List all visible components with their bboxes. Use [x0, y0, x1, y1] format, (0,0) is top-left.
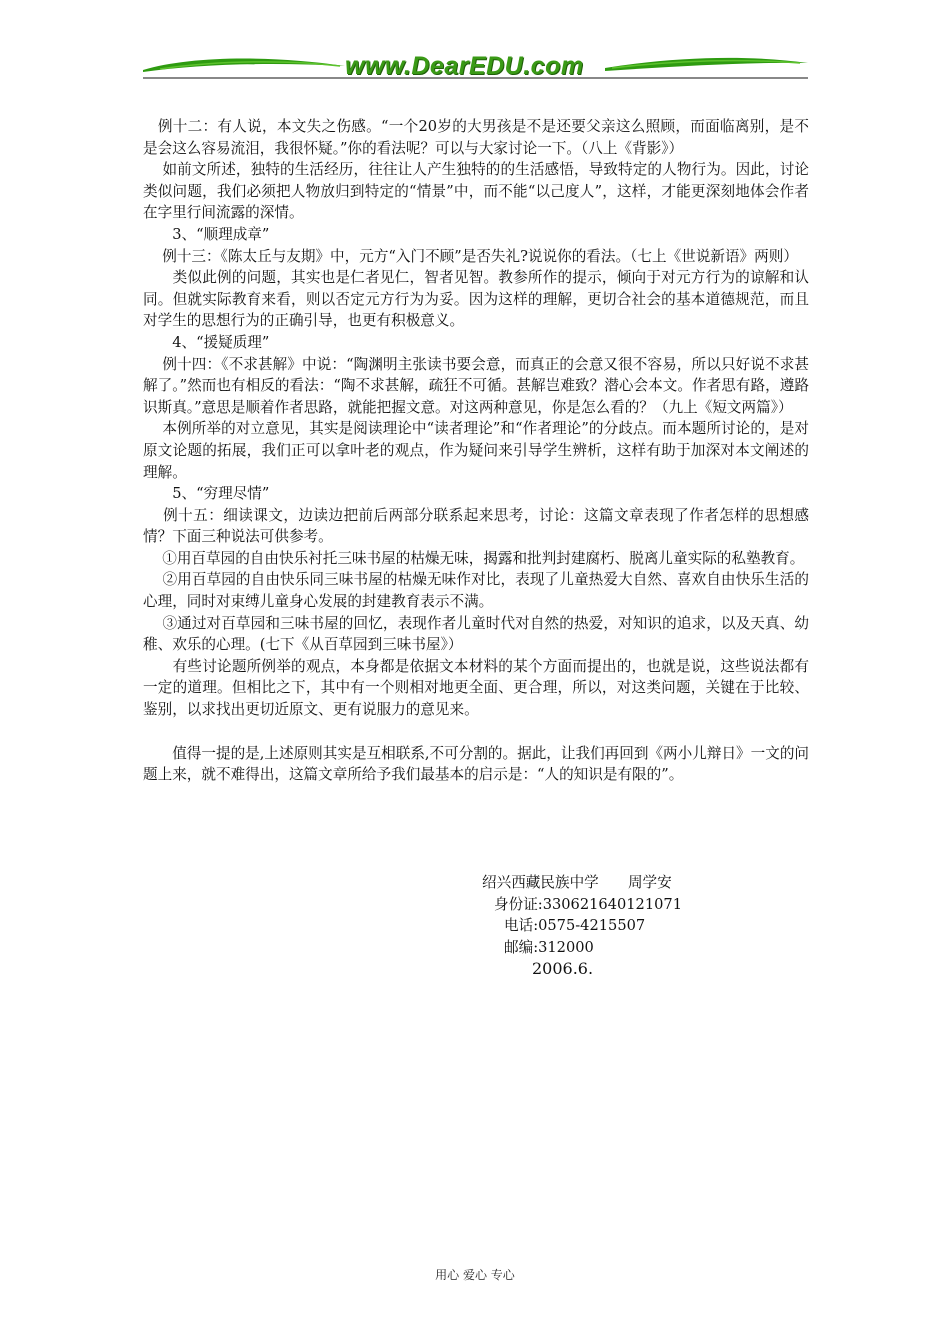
conclusion-paragraph: 值得一提的是,上述原则其实是互相联系,不可分割的。据此，让我们再回到《两小儿辩日》一文的问题上来，就不难得出，这篇文章所给予我们最基本的启示是：“人的知识是有限的”。 — [143, 744, 810, 784]
paragraph: 例十四：《不求甚解》中说：“陶渊明主张读书要会意，而真正的会意又很不容易，所以只好说不求甚解了。”然而也有相反的看法：“陶不求甚解，疏狂不可循。甚解岂难致？潜心会本文。作者思有路，遵路识斯真。”意思是顺着作者思路，就能把握文意。对这两种意见，你是怎么看的？（九上《短文两篇》） — [143, 355, 809, 416]
option-item: ①用百草园的自由快乐衬托三味书屋的枯燥无味，揭露和批判封建腐朽、脱离儿童实际的私塾教育。 — [143, 549, 805, 567]
paragraph: 类似此例的问题，其实也是仁者见仁，智者见智。教参所作的提示，倾向于对元方行为的谅解和认同。但就实际教育来看，则以否定元方行为为妥。因为这样的理解，更切合社会的基本道德规范，而且对学生的思想行为的正确引导，也更有积极意义。 — [143, 269, 809, 330]
author-signature-block — [482, 872, 802, 980]
paragraph: 如前文所述，独特的生活经历，往往让人产生独特的的生活感悟，导致特定的人物行为。因此，讨论类似问题，我们必须把人物放归到特定的“情景”中，而不能“以己度人”，这样，才能更深刻地体会作者在字里行间流露的深情。 — [143, 161, 809, 222]
page-footer: 用心 爱心 专心 — [435, 1268, 515, 1282]
page-header — [0, 0, 950, 90]
author-postcode: 邮编:312000 — [504, 938, 594, 956]
section-heading: 5、“穷理尽情” — [143, 485, 270, 503]
author-id-number: 身份证:330621640121071 — [494, 895, 682, 913]
option-item: ②用百草园的自由快乐同三味书屋的枯燥无味作对比，表现了儿童热爱大自然、喜欢自由快乐生活的心理，同时对束缚儿童身心发展的封建教育表示不满。 — [143, 571, 809, 611]
article-body — [143, 116, 809, 786]
document-date: 2006.6. — [532, 959, 594, 979]
paragraph: 有些讨论题所例举的观点，本身都是依据文本材料的某个方面而提出的，也就是说，这些说法都有一定的道理。但相比之下，其中有一个则相对地更全面、更合理，所以，对这类问题，关键在于比较、鉴别，以求找出更切近原文、更有说服力的意见来。 — [143, 657, 809, 719]
author-phone: 电话:0575-4215507 — [504, 917, 646, 935]
spacer — [143, 721, 809, 743]
option-item: ③通过对百草园和三味书屋的回忆，表现作者儿童时代对自然的热爱，对知识的追求，以及天真、幼稚、欢乐的心理。(七下《从百草园到三味书屋》） — [143, 614, 809, 654]
paragraph: 例十五：细读课文，边读边把前后两部分联系起来思考，讨论：这篇文章表现了作者怎样的思想感情？下面三种说法可供参考。 — [143, 506, 809, 546]
paragraph: 本例所举的对立意见，其实是阅读理论中“读者理论”和“作者理论”的分歧点。而本题所讨论的，是对原文论题的拓展，我们正可以拿叶老的观点，作为疑问来引导学生辨析，这样有助于加深对本文阐述的理解。 — [143, 420, 809, 481]
section-heading: 3、“顺理成章” — [143, 225, 270, 243]
paragraph: 例十三：《陈太丘与友期》中，元方“入门不顾”是否失礼?说说你的看法。（七上《世说新语》两则） — [143, 247, 798, 265]
left-swoosh — [143, 59, 345, 72]
right-swoosh — [605, 58, 808, 71]
section-heading: 4、“援疑质理” — [143, 333, 270, 351]
paragraph: 例十二：有人说，本文失之伤感。“一个20岁的大男孩是不是还要父亲这么照顾，而面临离别，是不是会这么容易流泪，我很怀疑。”你的看法呢？可以与大家讨论一下。（八上《背影》） — [143, 118, 809, 157]
author-school-name: 绍兴西藏民族中学 周学安 — [482, 874, 672, 891]
site-logo-text: www.DearEDU.com — [345, 52, 584, 80]
